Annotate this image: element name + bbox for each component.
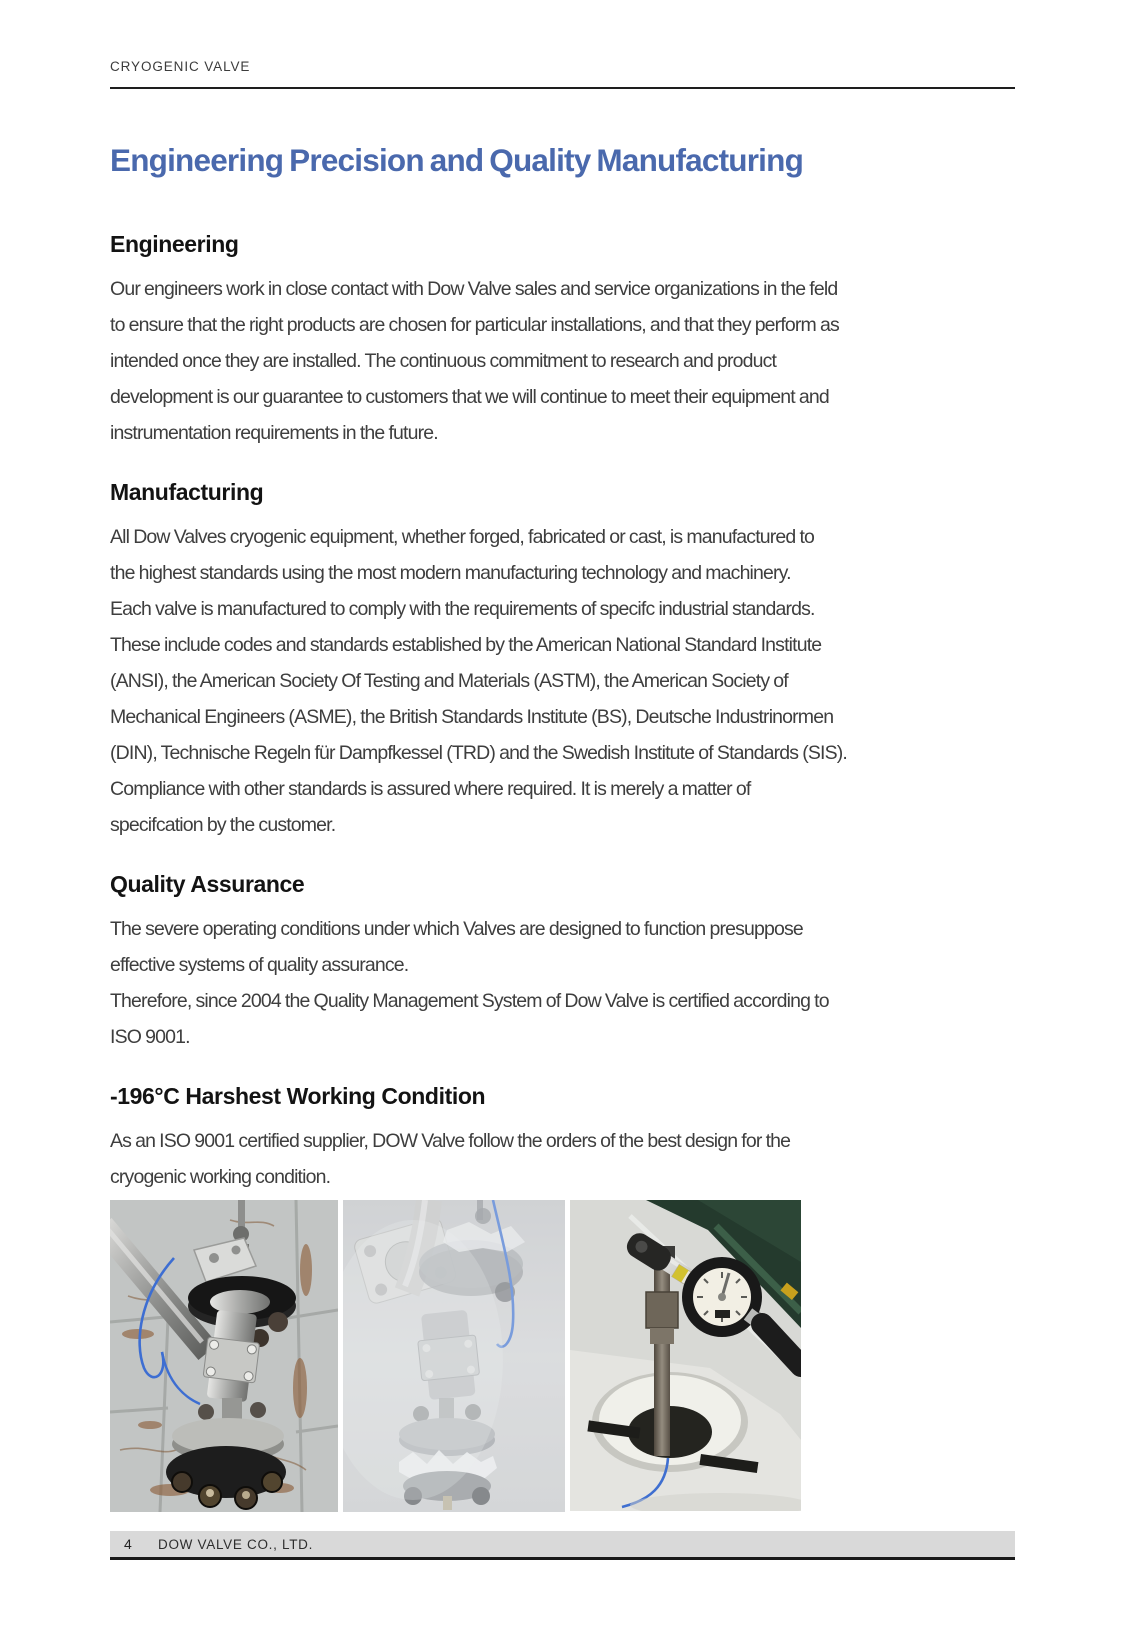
- section-heading-engineering: Engineering: [110, 231, 239, 257]
- photo-strip: [110, 1200, 1015, 1512]
- body-line: instrumentation requirements in the future.: [110, 422, 438, 444]
- body-line: (DIN), Technische Regeln für Dampfkessel (TRD) and the Swedish Institute of Standards (SIS).: [110, 742, 847, 764]
- body-line: Therefore, since 2004 the Quality Management System of Dow Valve is certified according to: [110, 990, 829, 1012]
- body-line: All Dow Valves cryogenic equipment, whether forged, fabricated or cast, is manufactured to: [110, 526, 815, 548]
- body-line: Each valve is manufactured to comply with the requirements of specifc industrial standards.: [110, 598, 815, 620]
- section-heading-manufacturing: Manufacturing: [110, 479, 264, 505]
- body-line: specifcation by the customer.: [110, 814, 336, 836]
- footer-company-name: DOW VALVE CO., LTD.: [158, 1536, 314, 1552]
- section-body-quality-assurance: [110, 911, 1015, 1055]
- body-line: Mechanical Engineers (ASME), the British Standards Institute (BS), Deutsche Industrinormen: [110, 706, 834, 728]
- page-number: 4: [124, 1536, 132, 1552]
- body-line: The severe operating conditions under which Valves are designed to function presuppose: [110, 918, 803, 940]
- body-line: to ensure that the right products are chosen for particular installations, and that they perform as: [110, 314, 839, 336]
- valve-mounted-on-steel-plate-photo: [110, 1200, 338, 1512]
- page-header: [110, 0, 1015, 89]
- body-line: As an ISO 9001 certified supplier, DOW Valve follow the orders of the best design for the: [110, 1130, 791, 1152]
- body-line: the highest standards using the most modern manufacturing technology and machinery.: [110, 562, 791, 584]
- body-line: cryogenic working condition.: [110, 1166, 331, 1188]
- body-line: intended once they are installed. The continuous commitment to research and product: [110, 350, 777, 372]
- body-line: These include codes and standards established by the American National Standard Institute: [110, 634, 822, 656]
- body-line: ISO 9001.: [110, 1026, 190, 1048]
- running-header-text: CRYOGENIC VALVE: [110, 59, 251, 74]
- section-heading-quality-assurance: Quality Assurance: [110, 871, 305, 897]
- section-body-engineering: [110, 271, 1015, 451]
- frosted-cryogenic-valve-photo: [343, 1200, 565, 1512]
- body-line: (ANSI), the American Society Of Testing and Materials (ASTM), the American Society of: [110, 670, 788, 692]
- page-footer: [110, 1531, 1015, 1560]
- section-body-harshest-working-condition: [110, 1123, 1015, 1195]
- body-line: Our engineers work in close contact with Dow Valve sales and service organizations in the feld: [110, 278, 838, 300]
- page-title: Engineering Precision and Quality Manufacturing: [110, 142, 804, 178]
- torque-wrench-dial-gauge-test-photo: [570, 1200, 801, 1511]
- section-body-manufacturing: [110, 519, 1015, 843]
- body-line: development is our guarantee to customers that we will continue to meet their equipment and: [110, 386, 829, 408]
- section-heading-harshest-working-condition: -196°C Harshest Working Condition: [110, 1083, 486, 1109]
- body-line: Compliance with other standards is assured where required. It is merely a matter of: [110, 778, 751, 800]
- body-line: effective systems of quality assurance.: [110, 954, 409, 976]
